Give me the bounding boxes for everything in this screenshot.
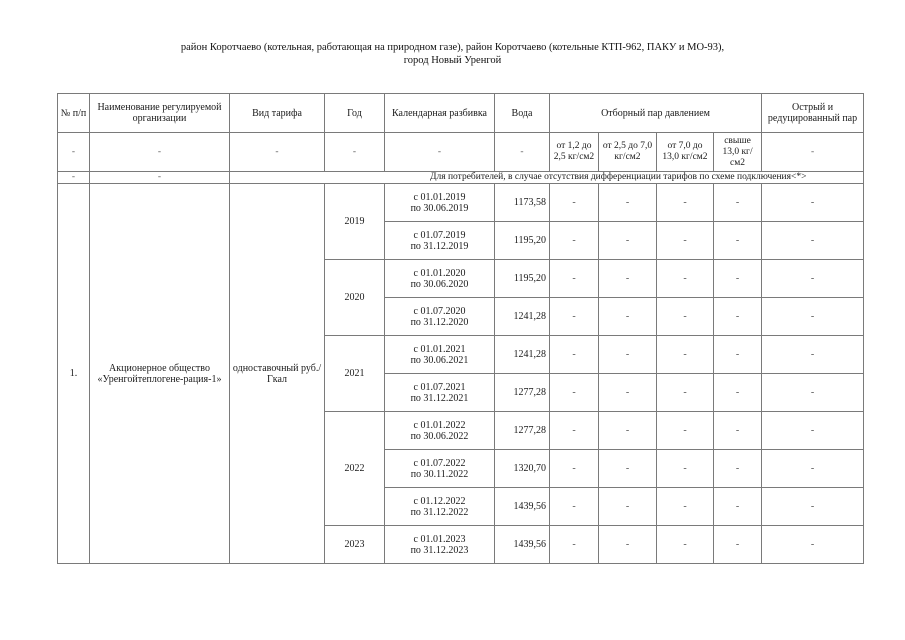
empty-value-dash: - — [599, 184, 657, 222]
empty-value-dash: - — [762, 412, 864, 450]
year-cell: 2020 — [325, 260, 385, 336]
header-sharp-steam: Острый и редуцированный пар — [762, 94, 864, 133]
period-from: с 01.07.2022 — [413, 457, 466, 469]
period-to: по 31.12.2020 — [410, 316, 469, 328]
table-row — [58, 184, 864, 222]
empty-value-dash: - — [599, 412, 657, 450]
period-to: по 30.06.2020 — [410, 278, 469, 290]
empty-value-dash: - — [762, 450, 864, 488]
empty-value-dash: - — [599, 260, 657, 298]
period-to: по 31.12.2022 — [410, 506, 469, 518]
period-from: с 01.07.2019 — [413, 229, 466, 241]
empty-value-dash: - — [550, 374, 599, 412]
period-cell — [385, 260, 495, 298]
period-cell — [385, 298, 495, 336]
water-tariff: 1173,58 — [495, 184, 550, 222]
header-period: Календарная разбивка — [385, 94, 495, 133]
empty-value-dash: - — [714, 298, 762, 336]
subheader-dash: - — [230, 133, 325, 172]
empty-value-dash: - — [762, 374, 864, 412]
empty-value-dash: - — [657, 374, 714, 412]
empty-value-dash: - — [550, 298, 599, 336]
empty-value-dash: - — [599, 374, 657, 412]
empty-value-dash: - — [714, 412, 762, 450]
water-tariff: 1439,56 — [495, 488, 550, 526]
empty-value-dash: - — [762, 260, 864, 298]
water-tariff: 1277,28 — [495, 374, 550, 412]
subheader-dash: - — [495, 133, 550, 172]
period-to: по 30.06.2021 — [410, 354, 469, 366]
empty-value-dash: - — [762, 184, 864, 222]
period-from: с 01.07.2020 — [413, 305, 466, 317]
note-dash: - — [58, 172, 90, 184]
water-tariff: 1195,20 — [495, 260, 550, 298]
year-cell: 2019 — [325, 184, 385, 260]
empty-value-dash: - — [657, 222, 714, 260]
period-from: с 01.07.2021 — [413, 381, 466, 393]
empty-value-dash: - — [550, 488, 599, 526]
empty-value-dash: - — [657, 298, 714, 336]
empty-value-dash: - — [599, 526, 657, 564]
period-from: с 01.01.2022 — [413, 419, 466, 431]
document-heading — [0, 41, 905, 67]
empty-value-dash: - — [714, 222, 762, 260]
period-from: с 01.01.2021 — [413, 343, 466, 355]
period-cell — [385, 526, 495, 564]
subheader-steam-2: от 2,5 до 7,0 кг/см2 — [599, 133, 657, 172]
subheader-steam-3: от 7,0 до 13,0 кг/см2 — [657, 133, 714, 172]
water-tariff: 1241,28 — [495, 298, 550, 336]
empty-value-dash: - — [762, 222, 864, 260]
period-to: по 31.12.2021 — [410, 392, 469, 404]
period-from: с 01.01.2019 — [413, 191, 466, 203]
period-cell — [385, 222, 495, 260]
period-cell — [385, 374, 495, 412]
empty-value-dash: - — [599, 336, 657, 374]
empty-value-dash: - — [657, 260, 714, 298]
subheader-dash: - — [385, 133, 495, 172]
empty-value-dash: - — [657, 336, 714, 374]
empty-value-dash: - — [599, 298, 657, 336]
empty-value-dash: - — [550, 336, 599, 374]
empty-value-dash: - — [550, 222, 599, 260]
empty-value-dash: - — [762, 298, 864, 336]
period-to: по 30.06.2019 — [410, 202, 469, 214]
header-year: Год — [325, 94, 385, 133]
empty-value-dash: - — [657, 488, 714, 526]
empty-value-dash: - — [550, 526, 599, 564]
heading-line-1: район Коротчаево (котельная, работающая на природном газе), район Коротчаево (котельные КТП-962, ПАКУ и МО-93), — [180, 42, 725, 53]
period-cell — [385, 184, 495, 222]
tariff-table — [57, 93, 864, 564]
empty-value-dash: - — [550, 412, 599, 450]
empty-value-dash: - — [762, 336, 864, 374]
water-tariff: 1241,28 — [495, 336, 550, 374]
empty-value-dash: - — [657, 450, 714, 488]
header-organization: Наименование регулируемой организации — [90, 94, 230, 133]
empty-value-dash: - — [714, 488, 762, 526]
note-dash: - — [90, 172, 230, 184]
year-cell: 2022 — [325, 412, 385, 526]
subheader-dash: - — [325, 133, 385, 172]
year-cell: 2021 — [325, 336, 385, 412]
period-cell — [385, 412, 495, 450]
water-tariff: 1320,70 — [495, 450, 550, 488]
consumer-note: Для потребителей, в случае отсутствия дифференциации тарифов по схеме подключения<*> — [230, 172, 864, 184]
period-cell — [385, 488, 495, 526]
water-tariff: 1277,28 — [495, 412, 550, 450]
period-to: по 31.12.2023 — [410, 544, 469, 556]
empty-value-dash: - — [714, 260, 762, 298]
note-row — [58, 172, 864, 184]
empty-value-dash: - — [657, 526, 714, 564]
header-num: № п/п — [58, 94, 90, 133]
subheader-steam-1: от 1,2 до 2,5 кг/см2 — [550, 133, 599, 172]
subheader-dash: - — [762, 133, 864, 172]
period-from: с 01.12.2022 — [413, 495, 466, 507]
empty-value-dash: - — [714, 526, 762, 564]
header-steam: Отборный пар давлением — [550, 94, 762, 133]
empty-value-dash: - — [714, 450, 762, 488]
empty-value-dash: - — [599, 450, 657, 488]
tariff-type: одноставочный руб./Гкал — [230, 184, 325, 564]
header-row — [58, 94, 864, 133]
empty-value-dash: - — [550, 450, 599, 488]
empty-value-dash: - — [762, 526, 864, 564]
header-tariff-type: Вид тарифа — [230, 94, 325, 133]
water-tariff: 1439,56 — [495, 526, 550, 564]
period-cell — [385, 450, 495, 488]
year-cell: 2023 — [325, 526, 385, 564]
period-from: с 01.01.2023 — [413, 533, 466, 545]
empty-value-dash: - — [657, 412, 714, 450]
empty-value-dash: - — [550, 184, 599, 222]
empty-value-dash: - — [599, 222, 657, 260]
period-cell — [385, 336, 495, 374]
subheader-dash: - — [58, 133, 90, 172]
period-from: с 01.01.2020 — [413, 267, 466, 279]
water-tariff: 1195,20 — [495, 222, 550, 260]
organization-name: Акционерное общество «Уренгойтеплогене-рация-1» — [90, 184, 230, 564]
empty-value-dash: - — [714, 336, 762, 374]
subheader-row — [58, 133, 864, 172]
period-to: по 30.06.2022 — [410, 430, 469, 442]
period-to: по 31.12.2019 — [410, 240, 469, 252]
empty-value-dash: - — [714, 374, 762, 412]
empty-value-dash: - — [714, 184, 762, 222]
empty-value-dash: - — [762, 488, 864, 526]
period-to: по 30.11.2022 — [410, 468, 469, 480]
empty-value-dash: - — [550, 260, 599, 298]
header-water: Вода — [495, 94, 550, 133]
subheader-dash: - — [90, 133, 230, 172]
empty-value-dash: - — [657, 184, 714, 222]
subheader-steam-4: свыше 13,0 кг/см2 — [714, 133, 762, 172]
row-number: 1. — [58, 184, 90, 564]
empty-value-dash: - — [599, 488, 657, 526]
heading-line-2: город Новый Уренгой — [403, 55, 502, 66]
